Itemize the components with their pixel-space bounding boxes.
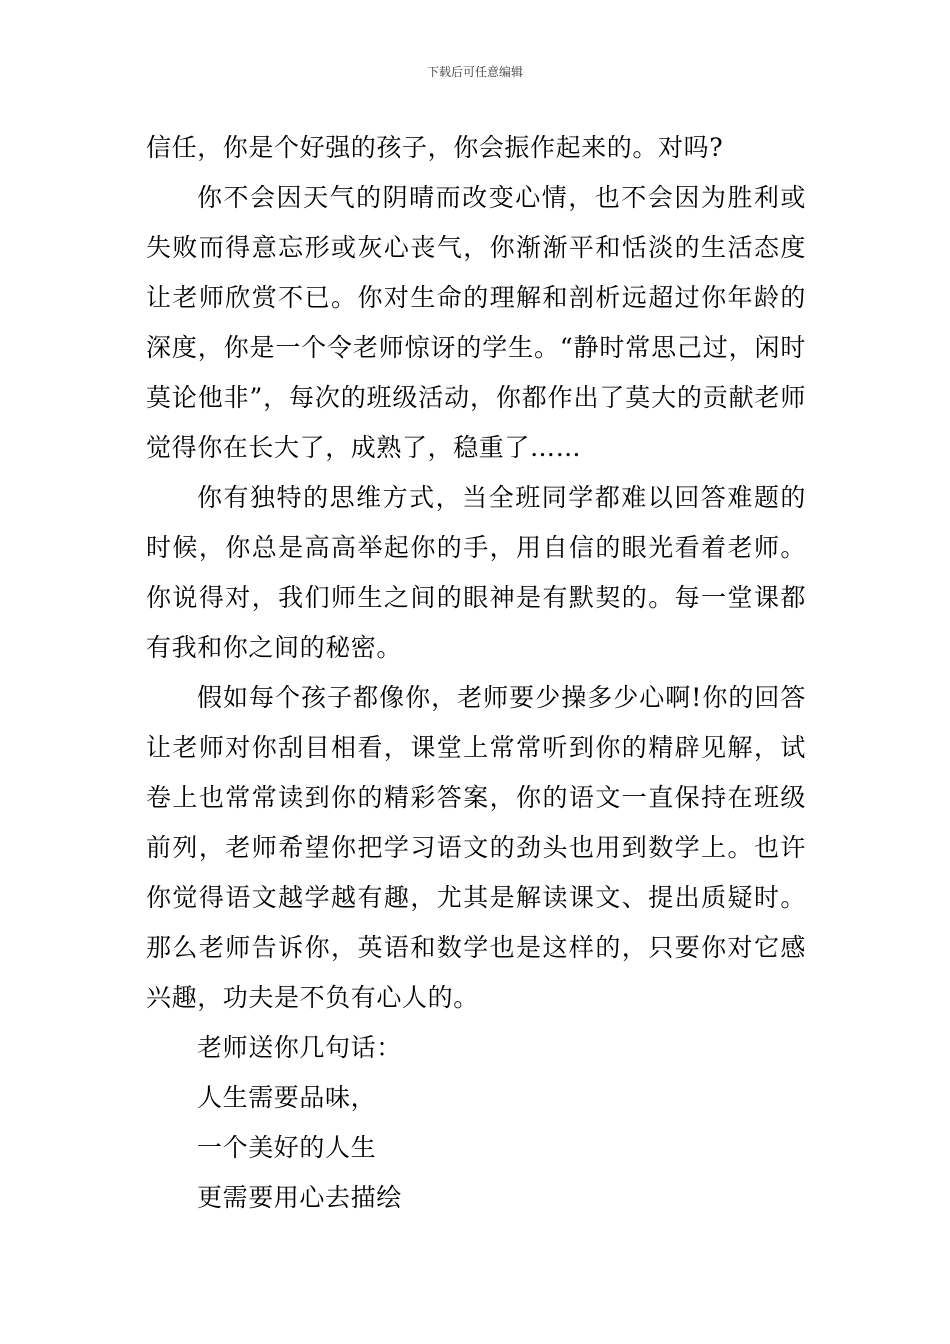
paragraph-continuation: 信任，你是个好强的孩子，你会振作起来的。对吗? (146, 133, 724, 162)
paragraph: 假如每个孩子都像你，老师要少操多少心啊!你的回答让老师对你刮目相看，课堂上常常听到你的精辟见解，试卷上也常常读到你的精彩答案，你的语文一直保持在班级前列，老师希望你把学习语文的劲头也用到数学上。也许你觉得语文越学越有趣，尤其是解读课文、提出质疑时。那么老师告诉你，英语和数学也是这样的，只要你对它感兴趣，功夫是不负有心人的。 (146, 683, 806, 1012)
page-header: 下载后可任意编辑 (426, 65, 523, 79)
verse-line: 人生需要品味， (197, 1083, 377, 1112)
verse-line: 老师送你几句话： (197, 1033, 402, 1062)
document-body (146, 123, 806, 1223)
paragraph: 你不会因天气的阴晴而改变心情，也不会因为胜利或失败而得意忘形或灰心丧气，你渐渐平和恬淡的生活态度让老师欣赏不已。你对生命的理解和剖析远超过你年龄的深度，你是一个令老师惊讶的学生。“静时常思己过，闲时莫论他非”，每次的班级活动，你都作出了莫大的贡献老师觉得你在长大了，成熟了，稳重了…… (146, 183, 806, 462)
verse-line: 一个美好的人生 (197, 1133, 377, 1162)
verse-line: 更需要用心去描绘 (197, 1183, 402, 1212)
paragraph: 你有独特的思维方式，当全班同学都难以回答难题的时候，你总是高高举起你的手，用自信的眼光看着老师。你说得对，我们师生之间的眼神是有默契的。每一堂课都有我和你之间的秘密。 (146, 483, 806, 662)
